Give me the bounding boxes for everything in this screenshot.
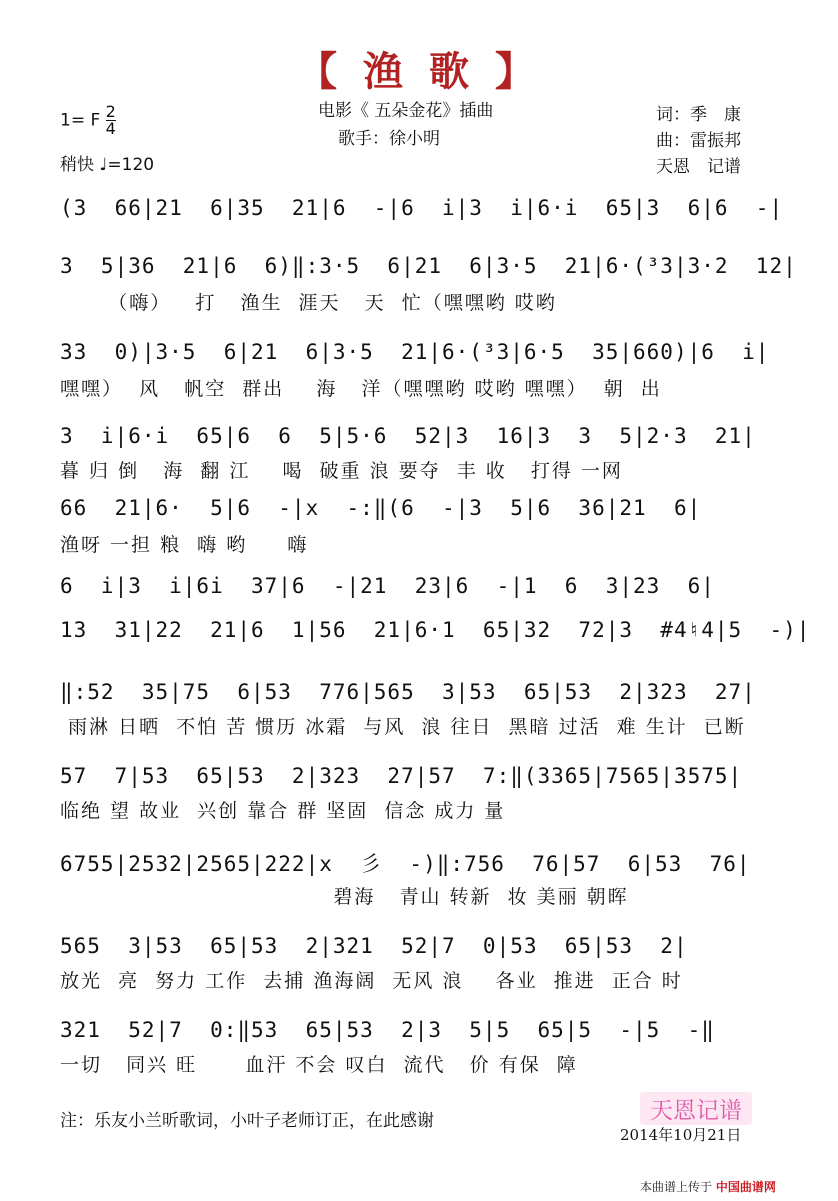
score-line-10-notes: 6755|2532|2565|222|x 彡 -)‖:756 76|57 6|53 76| bbox=[60, 852, 751, 876]
score-line-8-notes: ‖:52 35|75 6|53 776|565 3|53 65|53 2|323 27| bbox=[60, 680, 756, 704]
date: 2014年10月21日 bbox=[620, 1126, 742, 1144]
tempo-marking: 稍快 ♩=120 bbox=[60, 155, 155, 175]
upload-text: 本曲谱上传于 bbox=[640, 1180, 713, 1194]
score-line-3-lyrics: 嘿嘿） 风 帆空 群出 海 洋（嘿嘿哟 哎哟 嘿嘿） 朝 出 bbox=[60, 378, 662, 400]
singer: 歌手：徐小明 bbox=[338, 129, 440, 149]
score-line-12-notes: 321 52|7 0:‖53 65|53 2|3 5|5 65|5 -|5 -‖ bbox=[60, 1018, 715, 1042]
composer: 曲：雷振邦 bbox=[656, 131, 741, 151]
score-line-11-notes: 565 3|53 65|53 2|321 52|7 0|53 65|53 2| bbox=[60, 934, 688, 958]
score-line-12-lyrics: 一切 同兴 旺 血汗 不会 叹白 流代 价 有保 障 bbox=[60, 1054, 578, 1076]
score-line-3-notes: 33 0)|3·5 6|21 6|3·5 21|6·(³3|6·5 35|660)|6 i| bbox=[60, 340, 770, 364]
score-line-2-lyrics: （嗨） 打 渔生 涯天 天 忙（嘿嘿哟 哎哟 bbox=[60, 292, 557, 314]
score-line-10-lyrics: 碧海 青山 转新 妆 美丽 朝晖 bbox=[60, 886, 629, 908]
transcriber-stamp: 天恩记谱 bbox=[640, 1092, 752, 1125]
score-line-1-notes: (3 66|21 6|35 21|6 -|6 i|3 i|6·i 65|3 6|6 -| bbox=[60, 196, 784, 220]
time-signature-top: 2 bbox=[105, 102, 116, 121]
transcriber: 天恩 记谱 bbox=[656, 157, 741, 177]
song-title: 【 渔 歌 】 bbox=[297, 49, 541, 95]
time-signature bbox=[106, 104, 116, 137]
score-line-11-lyrics: 放光 亮 努力 工作 去捕 渔海阔 无风 浪 各业 推进 正合 时 bbox=[60, 970, 683, 992]
score-line-9-lyrics: 临绝 望 故业 兴创 靠合 群 坚固 信念 成力 量 bbox=[60, 800, 506, 822]
lyricist: 词：季 康 bbox=[656, 105, 741, 125]
score-line-4-lyrics: 暮 归 倒 海 翻 江 喝 破重 浪 要夺 丰 收 打得 一网 bbox=[60, 460, 623, 482]
score-line-5-lyrics: 渔呀 一担 粮 嗨 哟 嗨 bbox=[60, 534, 309, 556]
subtitle: 电影《 五朵金花》插曲 bbox=[318, 101, 494, 121]
score-line-9-notes: 57 7|53 65|53 2|323 27|57 7:‖(3365|7565|3575| bbox=[60, 764, 743, 788]
footnote: 注：乐友小兰昕歌词，小叶子老师订正，在此感谢 bbox=[60, 1111, 434, 1131]
site-logo[interactable]: 中国曲谱网 bbox=[715, 1180, 776, 1194]
score-line-5-notes: 66 21|6· 5|6 -|x -:‖(6 -|3 5|6 36|21 6| bbox=[60, 496, 702, 520]
score-line-7-notes: 13 31|22 21|6 1|56 21|6·1 65|32 72|3 #4♮4|5 -)| bbox=[60, 618, 811, 642]
score-line-8-lyrics: 雨淋 日晒 不怕 苦 惯历 冰霜 与风 浪 往日 黑暗 过活 难 生计 已断 bbox=[60, 716, 746, 738]
key-signature bbox=[60, 104, 116, 137]
score-line-2-notes: 3 5|36 21|6 6)‖:3·5 6|21 6|3·5 21|6·(³3|3·2 12| bbox=[60, 254, 797, 278]
score-line-4-notes: 3 i|6·i 65|6 6 5|5·6 52|3 16|3 3 5|2·3 21| bbox=[60, 424, 756, 448]
upload-credit bbox=[640, 1178, 776, 1195]
score-line-6-notes: 6 i|3 i|6i 37|6 -|21 23|6 -|1 6 3|23 6| bbox=[60, 574, 715, 598]
time-signature-bottom: 4 bbox=[105, 119, 116, 138]
key-label: 1= F bbox=[60, 110, 101, 131]
